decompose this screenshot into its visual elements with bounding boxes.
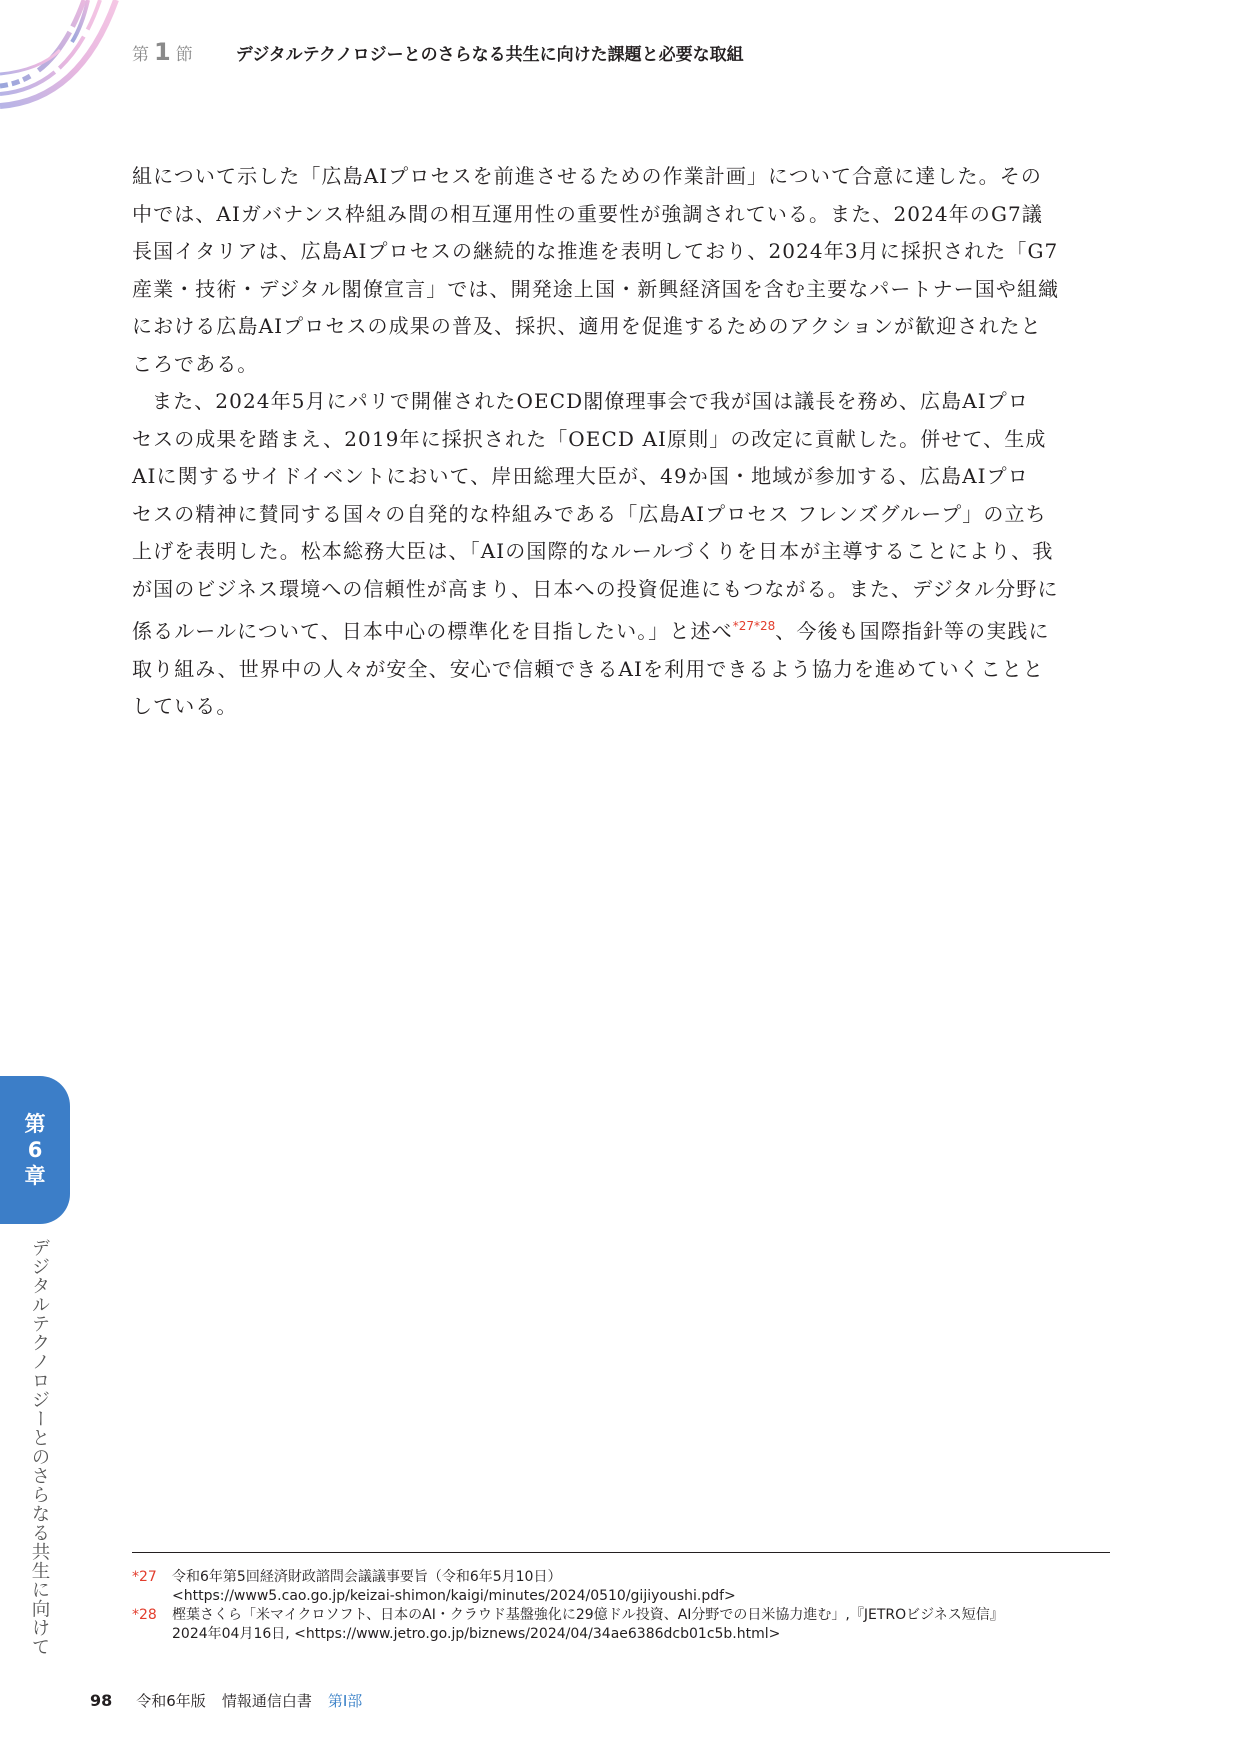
chapter-tab [0,1076,70,1224]
body-line: している。 [132,694,238,718]
body-text [132,158,1112,726]
chapter-tab-line: 章 [24,1164,46,1188]
body-line: 組について示した「広島AIプロセスを前進させるための作業計画」について合意に達した。その [132,164,1042,188]
footnote-text: 樫葉さくら「米マイクロソフト、日本のAI・クラウド基盤強化に29億ドル投資、AI分野での日米協力進む」,『JETROビジネス短信』 [172,1607,1004,1623]
footnote-text: 令和6年第5回経済財政諮問会議議事要旨（令和6年5月10日） [172,1569,562,1585]
body-line: 上げを表明した。松本総務大臣は、「AIの国際的なルールづくりを日本が主導することにより、我 [132,539,1054,563]
body-line-part: 、今後も国際指針等の実践に [775,619,1050,643]
edition-label: 令和6年版 [136,1692,206,1710]
section-prefix: 第 [132,45,150,65]
body-line: 産業・技術・デジタル閣僚宣言」では、開発途上国・新興経済国を含む主要なパートナー国や組織 [132,276,1060,301]
chapter-tab-line: 第 [24,1112,46,1136]
body-line: セスの精神に賛同する国々の自発的な枠組みである「広島AIプロセス フレンズグループ」の立ち [132,501,1047,526]
body-line: 長国イタリアは、広島AIプロセスの継続的な推進を表明しており、2024年3月に採択された「G7 [132,239,1059,263]
body-line: また、2024年5月にパリで開催されたOECD閣僚理事会で我が国は議長を務め、広島AIプロ [152,389,1029,413]
section-number: 1 [154,38,172,66]
footnote-divider [132,1552,1110,1553]
body-line: 中では、AIガバナンス枠組み間の相互運用性の重要性が強調されている。また、2024年のG7議 [132,201,1043,226]
footnotes [132,1568,1112,1644]
footnote-url[interactable]: 2024年04月16日, <https://www.jetro.go.jp/biznews/2024/04/34ae6386dcb01c5b.html> [172,1626,781,1642]
footnote-item [132,1568,1112,1606]
chapter-side-title: デジタルテクノロジーとのさらなる共生に向けて [29,1238,50,1656]
body-line: が国のビジネス環境への信頼性が高まり、日本への投資促進にもつながる。また、デジタル分野に [132,576,1059,601]
book-title: 情報通信白書 [221,1692,312,1710]
part-label: 第Ⅰ部 [327,1692,363,1710]
body-line: 取り組み、世界中の人々が安全、安心で信頼できるAIを利用できるよう協力を進めていくことと [132,656,1044,681]
section-suffix: 節 [175,45,194,65]
running-header [132,38,744,66]
body-line: における広島AIプロセスの成果の普及、採択、適用を促進するためのアクションが歓迎されたと [132,314,1042,338]
footnote-item [132,1606,1112,1644]
footnote-mark: *28 [132,1607,157,1623]
body-line-with-footnote [132,608,1112,651]
body-line: ころである。 [132,351,259,376]
body-line: セスの成果を踏まえ、2019年に採択された「OECD AI原則」の改定に貢献した。併せて、生成 [132,426,1047,451]
footnote-reference[interactable]: *27*28 [732,619,776,633]
decorative-arc-graphic [0,0,130,110]
section-title: デジタルテクノロジーとのさらなる共生に向けた課題と必要な取組 [235,45,744,65]
body-line: AIに関するサイドイベントにおいて、岸田総理大臣が、49か国・地域が参加する、広島AIプロ [132,464,1029,488]
chapter-tab-number: 6 [27,1138,43,1162]
footnote-mark: *27 [132,1569,157,1585]
body-line-part: 係るルールについて、日本中心の標準化を目指したい。」と述べ [132,619,733,643]
page-footer [90,1690,362,1711]
footnote-url[interactable]: <https://www5.cao.go.jp/keizai-shimon/kaigi/minutes/2024/0510/gijiyoushi.pdf> [172,1588,736,1604]
page-number: 98 [90,1691,113,1710]
section-label [132,38,194,66]
